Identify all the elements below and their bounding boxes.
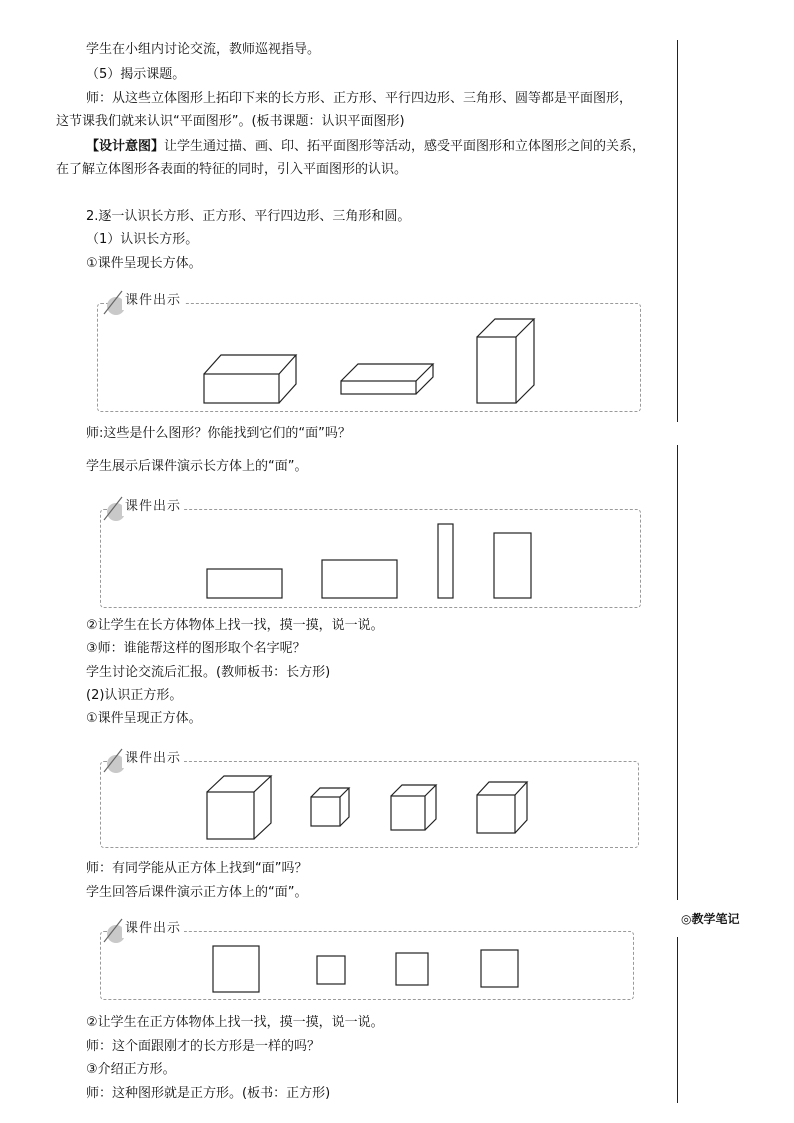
text-line: （1）认识长方形。: [86, 232, 199, 247]
text-line: ③介绍正方形。: [86, 1062, 176, 1077]
rectangle-face-drawing: [322, 560, 397, 598]
text-line: ①课件呈现长方体。: [86, 256, 202, 271]
rectangle-face-drawing: [438, 524, 453, 598]
square-face-drawing: [213, 946, 259, 992]
square-face-drawing: [396, 953, 428, 985]
text-line: 师:这些是什么图形？你能找到它们的“面”吗？: [86, 426, 351, 441]
text-line: ①课件呈现正方体。: [86, 711, 202, 726]
design-intent-tag: 【设计意图】: [86, 139, 165, 154]
tall-cuboid-drawing: [477, 319, 534, 403]
text-line: ③师：谁能帮这样的图形取个名字呢？: [86, 641, 306, 656]
text-line: 学生讨论交流后汇报。(教师板书：长方形): [86, 665, 331, 680]
square-face-drawing: [317, 956, 345, 984]
text-line: 学生回答后课件演示正方体上的“面”。: [86, 885, 308, 900]
cube-drawing: [391, 785, 436, 830]
text-line: 师：有同学能从正方体上找到“面”吗？: [86, 861, 308, 876]
text-line: (2)认识正方形。: [86, 688, 183, 703]
flat-cuboid-drawing: [341, 364, 433, 394]
cube-drawing: [207, 776, 271, 839]
text-line: （5）揭示课题。: [86, 67, 186, 82]
text-line: 师：这个面跟刚才的长方形是一样的吗？: [86, 1039, 321, 1054]
text-line: 这节课我们就来认识“平面图形”。(板书课题：认识平面图形): [56, 114, 405, 129]
cuboid-drawing: [204, 355, 296, 403]
rectangle-face-drawing: [207, 569, 282, 598]
text-line: 学生展示后课件演示长方体上的“面”。: [86, 459, 308, 474]
text-line: 师：从这些立体图形上拓印下来的长方形、正方形、平行四边形、三角形、圆等都是平面图形，: [86, 91, 633, 106]
courseware-label: 课件出示: [122, 498, 184, 516]
teaching-notes-label: ◎教学笔记: [681, 912, 740, 926]
rectangle-face-drawing: [494, 533, 531, 598]
courseware-label: 课件出示: [122, 292, 184, 310]
text-line: 师：这种图形就是正方形。(板书：正方形): [86, 1086, 331, 1101]
text-line: ②让学生在长方体物体上找一找，摸一摸，说一说。: [86, 618, 384, 633]
text-line: 学生在小组内讨论交流，教师巡视指导。: [86, 42, 321, 57]
design-intent-text: 让学生通过描、画、印、拓平面图形等活动，感受平面图形和立体图形之间的关系，: [164, 139, 646, 154]
text-line: ②让学生在正方体物体上找一找，摸一摸，说一说。: [86, 1015, 384, 1030]
text-line: 在了解立体图形各表面的特征的同时，引入平面图形的认识。: [56, 162, 408, 177]
courseware-label: 课件出示: [122, 920, 184, 938]
courseware-label: 课件出示: [122, 750, 184, 768]
cube-drawing: [311, 788, 349, 826]
square-face-drawing: [481, 950, 518, 987]
cube-drawing: [477, 782, 527, 833]
text-line: 2.逐一认识长方形、正方形、平行四边形、三角形和圆。: [86, 209, 411, 224]
